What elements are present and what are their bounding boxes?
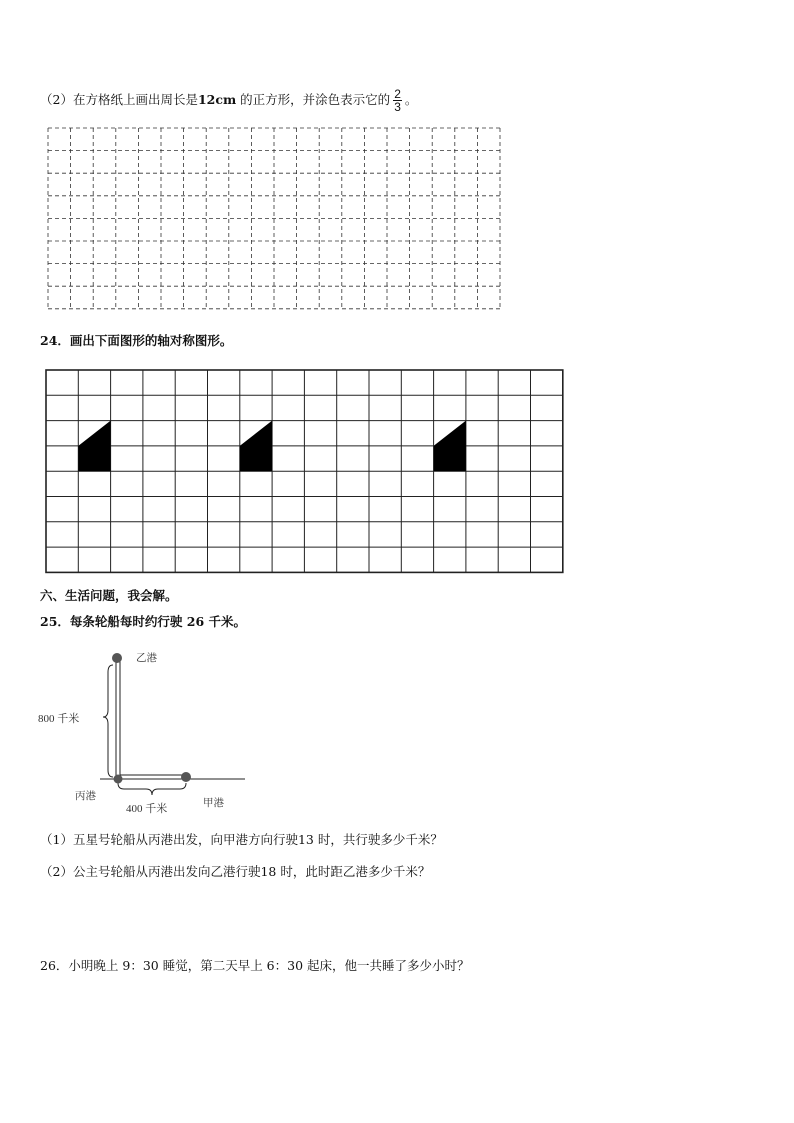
port-yi-dot — [112, 653, 122, 663]
port-jia-dot — [181, 772, 191, 782]
port-bing-dot — [114, 775, 123, 784]
label-port-bing: 丙港 — [75, 791, 96, 802]
question-25: 25．每条轮船每时约行驶 26 千米。 — [40, 614, 246, 629]
question-25-part-2: （2）公主号轮船从丙港出发向乙港行驶18 时，此时距乙港多少千米？ — [40, 864, 431, 879]
fraction-denominator: 3 — [394, 100, 401, 114]
fraction-numerator: 2 — [394, 87, 401, 101]
label-port-yi: 乙港 — [136, 653, 157, 664]
q23-suffix: 。 — [404, 92, 418, 107]
label-port-jia: 甲港 — [203, 798, 224, 809]
q23-middle: 的正方形，并涂色表示它的 — [236, 92, 391, 107]
question-26: 26．小明晚上 9：30 睡觉，第二天早上 6：30 起床，他一共睡了多少小时？ — [40, 958, 470, 973]
horizontal-distance-brace — [118, 783, 186, 795]
question-24: 24．画出下面图形的轴对称图形。 — [40, 333, 233, 348]
q23-perimeter-value: 12cm — [197, 92, 237, 107]
q23-prefix: （2）在方格纸上画出周长是 — [40, 92, 198, 107]
label-distance-800: 800 千米 — [38, 713, 80, 725]
label-distance-400: 400 千米 — [126, 803, 168, 815]
section-six-heading: 六、生活问题，我会解。 — [40, 588, 178, 603]
vertical-distance-brace — [103, 665, 113, 777]
question-25-part-1: （1）五星号轮船从丙港出发，向甲港方向行驶13 时，共行驶多少千米？ — [40, 832, 443, 847]
